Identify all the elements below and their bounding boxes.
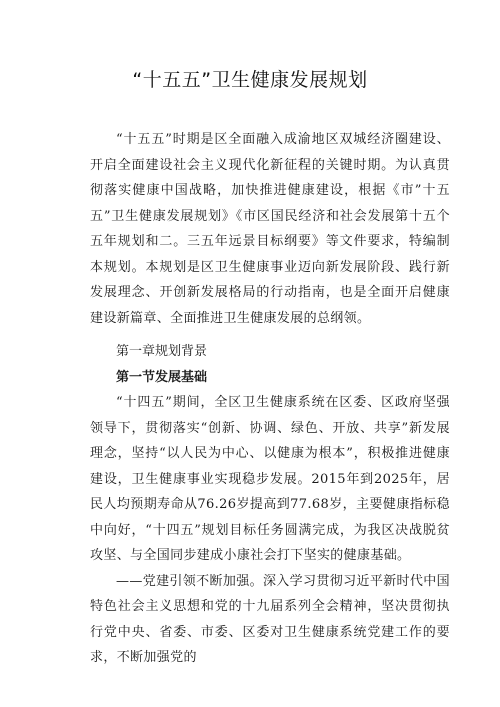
document-title: “十五五”卫生健康发展规划 [132,69,368,91]
intro-paragraph: “十五五”时期是区全面融入成渝地区双城经济圈建设、开启全面建设社会主义现代化新征程的关键时期。为认真贯彻落实健康中国战略，加快推进健康建设，根据《市”十五五”卫生健康发展规划》《市区国民经济和社会发展第十五个五年规划和二。三五年远景目标纲要》等文件要求，特编制本规划。本规划是区卫生健康事业迈向新发展阶段、践行新发展理念、开创新发展格局的行动指南，也是全面开启健康建设新篇章、全面推进卫生健康发展的总纲领。 [90,132,450,326]
chapter-block [90,339,450,671]
document-body [90,127,450,331]
section-heading: 第一节发展基础 [116,369,208,385]
party-building-paragraph: ——党建引领不断加强。深入学习贯彻习近平新时代中国特色社会主义思想和党的十九届系列全会精神，坚决贯彻执行党中央、省委、市委、区委对卫生健康系统党建工作的要求，不断加强党的 [90,573,450,665]
section-paragraph: “十四五”期间，全区卫生健康系统在区委、区政府坚强领导下，贯彻落实“创新、协调、绿色、开放、共享”新发展理念，坚持“以人民为中心、以健康为根本”，积极推进健康建设，卫生健康事业实现稳步发展。2015年到2025年，居民人均预期寿命从76.26岁提高到77.68岁，主要健康指标稳中向好，“十四五”规划目标任务圆满完成，为我区决战脱贫攻坚、与全国同步建成小康社会打下坚实的健康基础。 [90,395,450,563]
chapter-heading: 第一章规划背景 [116,344,208,359]
